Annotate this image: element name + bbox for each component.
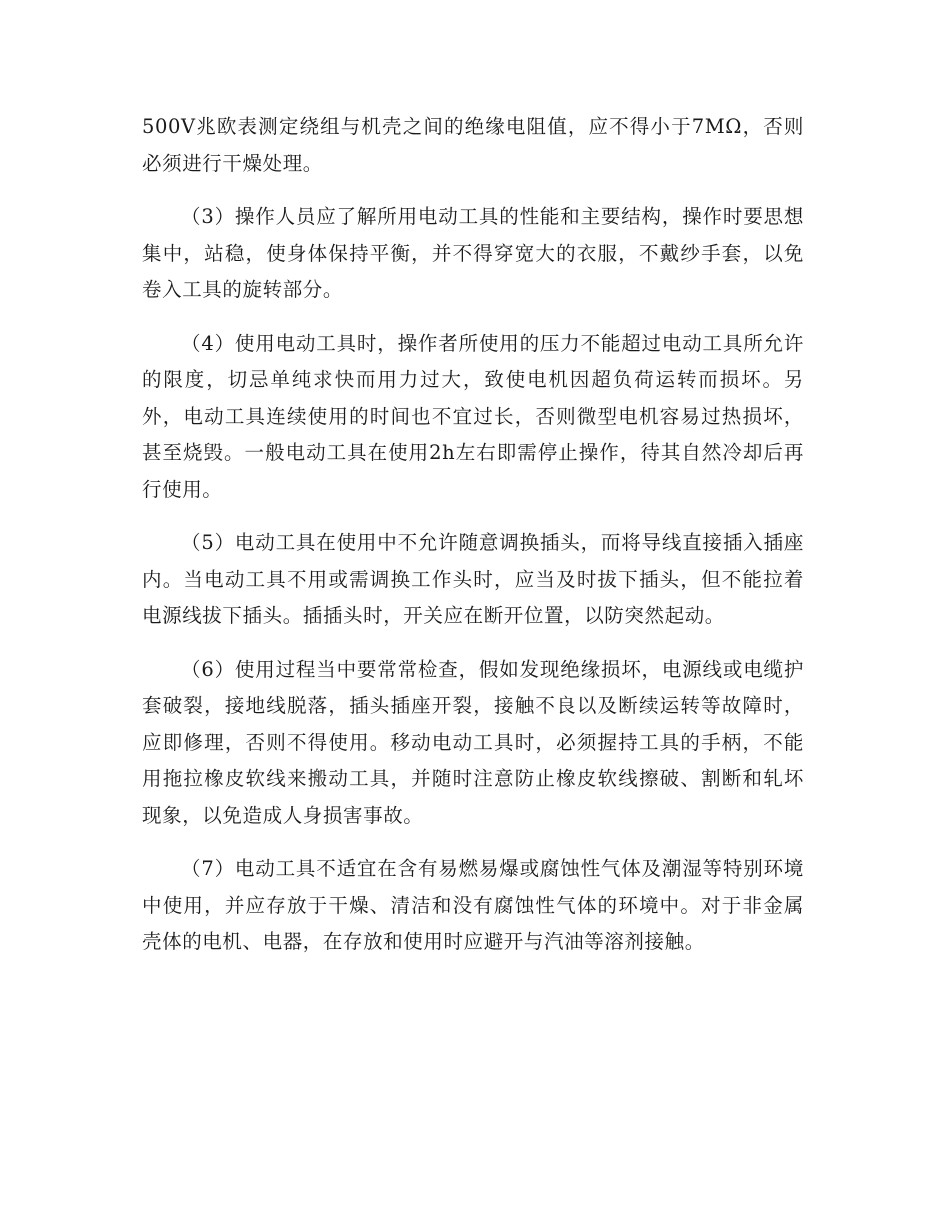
- paragraph-continuation: 500V兆欧表测定绕组与机壳之间的绝缘电阻值，应不得小于7MΩ，否则必须进行干燥处理。: [142, 115, 804, 175]
- paragraph-item-7: （7）电动工具不适宜在含有易燃易爆或腐蚀性气体及潮湿等特别环境中使用，并应存放于干燥、清洁和没有腐蚀性气体的环境中。对于非金属壳体的电机、电器，在存放和使用时应避开与汽油等溶剂接触。: [142, 857, 804, 953]
- paragraph-item-6: （6）使用过程当中要常常检查，假如发现绝缘损坏，电源线或电缆护套破裂，接地线脱落，插头插座开裂，接触不良以及断续运转等故障时，应即修理，否则不得使用。移动电动工具时，必须握持工具的手柄，不能用拖拉橡皮软线来搬动工具，并随时注意防止橡皮软线擦破、割断和轧坏现象，以免造成人身损害事故。: [142, 657, 804, 827]
- paragraph-item-3: （3）操作人员应了解所用电动工具的性能和主要结构，操作时要思想集中，站稳，使身体保持平衡，并不得穿宽大的衣服，不戴纱手套，以免卷入工具的旋转部分。: [142, 205, 804, 301]
- paragraph-item-5: （5）电动工具在使用中不允许随意调换插头，而将导线直接插入插座内。当电动工具不用或需调换工作头时，应当及时拔下插头，但不能拉着电源线拔下插头。插插头时，开关应在断开位置，以防突然起动。: [142, 531, 804, 627]
- document-body: [142, 109, 804, 978]
- paragraph-item-4: （4）使用电动工具时，操作者所使用的压力不能超过电动工具所允许的限度，切忌单纯求快而用力过大，致使电机因超负荷运转而损坏。另外，电动工具连续使用的时间也不宜过长，否则微型电机容易过热损坏，甚至烧毁。一般电动工具在使用2h左右即需停止操作，待其自然冷却后再行使用。: [142, 331, 804, 501]
